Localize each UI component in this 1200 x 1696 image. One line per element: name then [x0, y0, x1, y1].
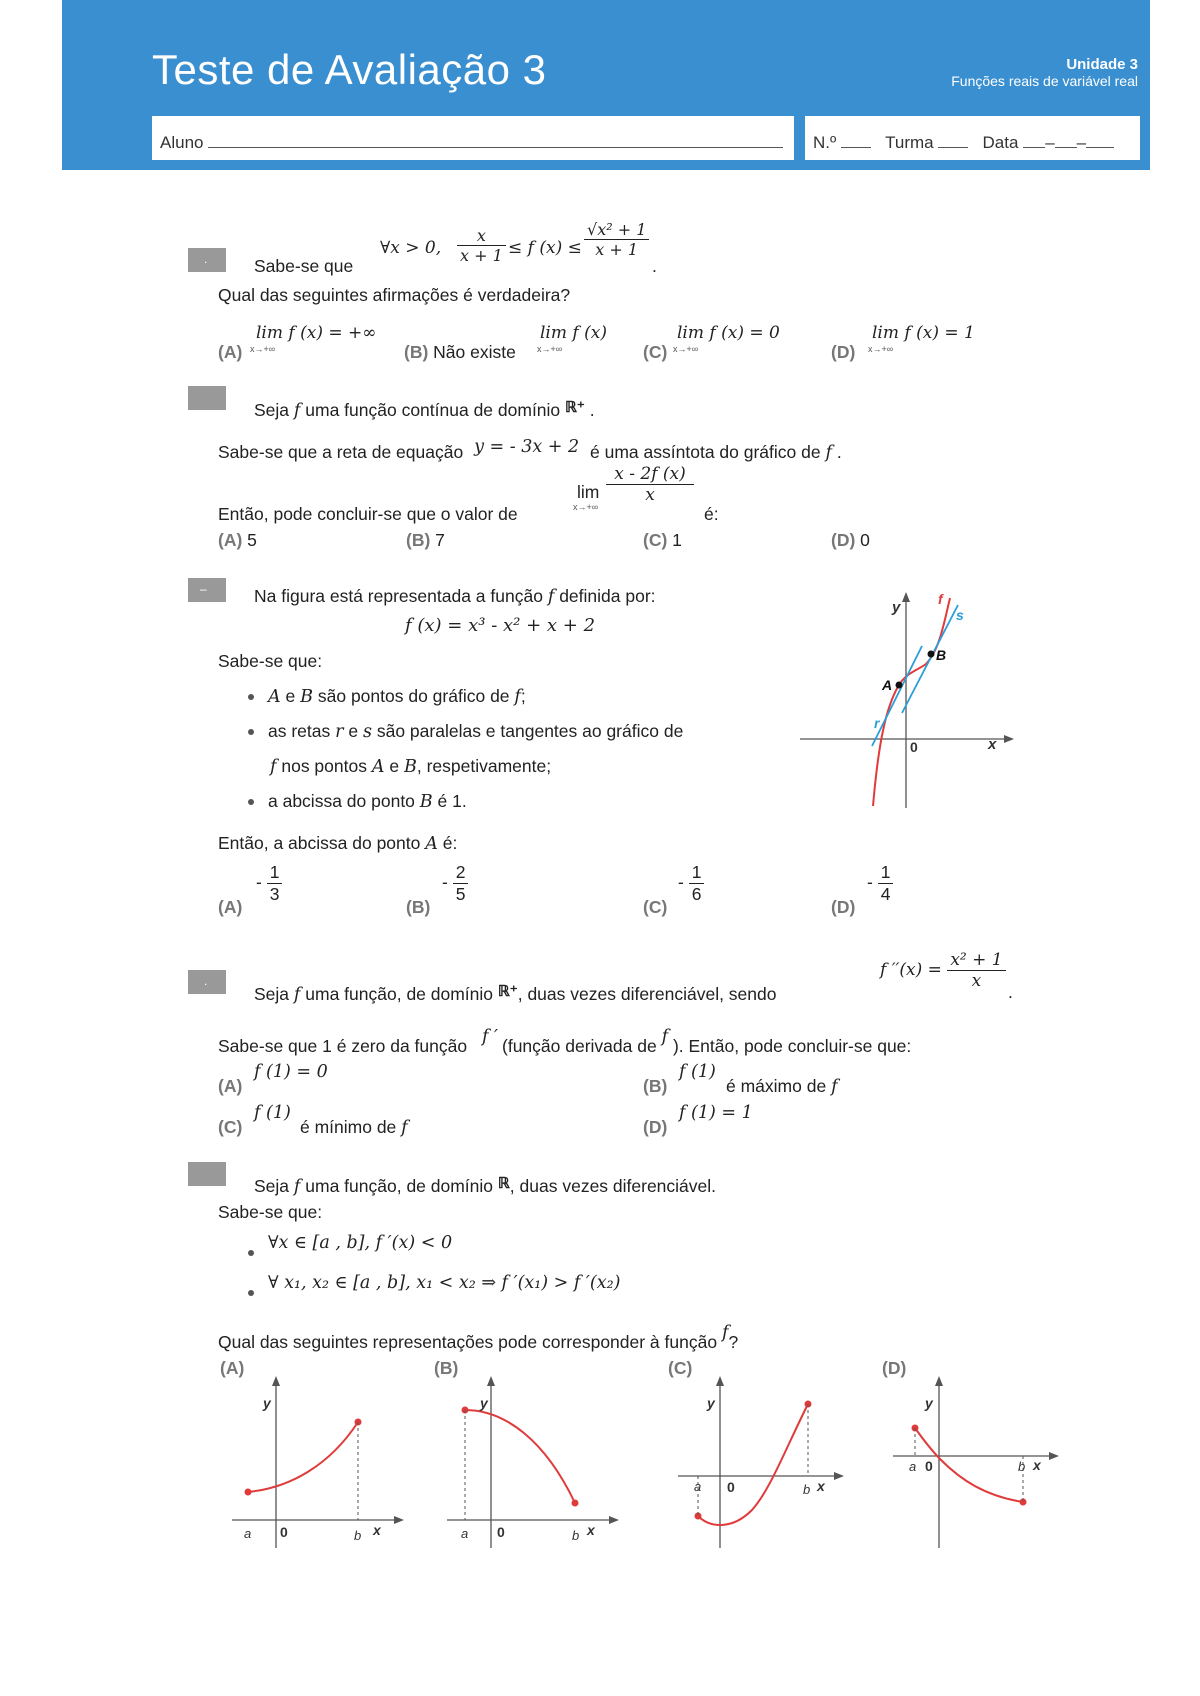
q1-end: . — [652, 256, 657, 276]
q5-b-y-label: y — [480, 1395, 488, 1411]
q5-opt-a-label[interactable]: (A) — [220, 1358, 245, 1378]
q3-x-arrow — [1004, 735, 1014, 743]
q1-opt-c-sub: x→+∞ — [673, 344, 699, 354]
q1-frac2: $\frac{\text{√x² + 1}}{x + 1}$ — [584, 220, 649, 259]
q3-opt-d-label[interactable]: (D) — [831, 897, 856, 917]
q5-sabe: Sabe-se que: — [218, 1202, 323, 1222]
q1-intro: Sabe-se que — [254, 256, 354, 276]
q5-c-x-label: x — [817, 1478, 825, 1494]
q5-b-origin: 0 — [497, 1524, 505, 1540]
q2-frac: $\frac{x - 2f (x)}{x}$ — [606, 464, 694, 505]
q5-a-b-label: b — [354, 1528, 362, 1543]
q4-opt-b-val: f (1) — [679, 1062, 716, 1082]
q3-opt-b: - $\frac{2}{5}$ — [442, 862, 468, 905]
q1-opt-d-label[interactable]: (D) — [831, 342, 856, 362]
q5-c-a-label: a — [694, 1479, 702, 1494]
q1-middle: ≤ f (x) ≤ — [508, 238, 582, 258]
q5-b-a-label: a — [461, 1526, 469, 1541]
q3-y-arrow — [902, 592, 910, 602]
q4-opt-b-label[interactable]: (B) — [643, 1076, 668, 1096]
q3-bullet-2-cont: f nos pontos A e B, respetivamente; — [270, 756, 552, 777]
aluno-label: Aluno — [160, 133, 204, 152]
q3-fig-B: B — [936, 647, 947, 663]
q5-b-endpoint — [572, 1500, 579, 1507]
q3-fig-x: x — [988, 736, 997, 753]
q5-a-a-label: a — [244, 1526, 252, 1541]
q5-opt-c-label[interactable]: (C) — [668, 1358, 693, 1378]
q2-line1: Seja f uma função contínua de domínio ℝ⁺ . — [254, 399, 595, 421]
q3-conclusion: Então, a abcissa do ponto A é: — [218, 833, 458, 854]
q5-graph-b[interactable] — [445, 1370, 625, 1550]
q1-opt-c-label[interactable]: (C) — [643, 342, 668, 362]
q1-question: Qual das seguintes afirmações é verdadeira? — [218, 285, 571, 305]
data-month-field[interactable] — [1055, 133, 1077, 148]
q5-d-a-label: a — [909, 1459, 917, 1474]
student-info-box — [805, 116, 1140, 160]
q3-fig-origin: 0 — [910, 739, 918, 755]
q4-line1-end: . — [1008, 982, 1013, 1002]
data-year-field[interactable] — [1086, 133, 1114, 148]
q3-sabe: Sabe-se que: — [218, 651, 323, 671]
aluno-field[interactable] — [208, 133, 783, 148]
q3-opt-a-label[interactable]: (A) — [218, 897, 243, 917]
q5-d-x-label: x — [1033, 1457, 1041, 1473]
q5-d-b-label: b — [1018, 1459, 1026, 1474]
numero-field[interactable] — [841, 133, 871, 148]
q4-opt-c-val: f (1) — [254, 1103, 291, 1123]
q5-d-y-label: y — [925, 1395, 933, 1411]
q5-graph-c[interactable] — [670, 1370, 850, 1550]
q3-fig-s: s — [956, 607, 964, 623]
q5-a-curve — [248, 1422, 358, 1492]
q3-opt-c-label[interactable]: (C) — [643, 897, 668, 917]
q5-b-x-label: x — [587, 1522, 595, 1538]
q4-opt-c-text: é mínimo de f — [300, 1117, 408, 1138]
question-4-number: . — [188, 970, 226, 994]
q3-bullet-1: A e B são pontos do gráfico de f; — [248, 686, 526, 707]
q3-fig-r: r — [874, 715, 880, 731]
q5-graph-d[interactable] — [885, 1370, 1065, 1550]
question-5-number — [188, 1162, 226, 1186]
q4-line1: Seja f uma função, de domínio ℝ⁺, duas vezes diferenciável, sendo — [254, 983, 777, 1005]
q4-opt-b-text: é máximo de f — [726, 1076, 838, 1097]
q5-graph-a[interactable] — [230, 1370, 410, 1550]
q5-b-b-label: b — [572, 1528, 580, 1543]
q4-opt-a-label[interactable]: (A) — [218, 1076, 243, 1096]
q5-a-endpoint — [245, 1489, 252, 1496]
data-day-field[interactable] — [1023, 133, 1045, 148]
q3-point-b — [928, 651, 935, 658]
q1-opt-a-sub: x→+∞ — [250, 344, 276, 354]
q4-line2: Sabe-se que 1 é zero da função f ′ (função derivada de f ). Então, pode concluir-se que: — [218, 1027, 912, 1056]
page-title: Teste de Avaliação 3 — [152, 46, 547, 93]
q2-lim-sub: x→+∞ — [573, 502, 599, 512]
student-name-box — [152, 116, 794, 160]
data-label: Data — [982, 133, 1019, 152]
q2-opt-c[interactable]: (C) 1 — [643, 530, 682, 550]
q1-opt-b-sub: x→+∞ — [537, 344, 563, 354]
q3-fig-f: f — [938, 591, 943, 607]
q2-opt-b[interactable]: (B) 7 — [406, 530, 445, 550]
q5-c-curve — [698, 1404, 811, 1525]
q5-b-curve — [465, 1410, 575, 1503]
q1-opt-a-label[interactable]: (A) — [218, 342, 243, 362]
q5-question: Qual das seguintes representações pode corresponder à função f? — [218, 1323, 739, 1352]
q3-line1: Na figura está representada a função f definida por: — [254, 586, 656, 607]
q2-opt-a[interactable]: (A) 5 — [218, 530, 257, 550]
q5-d-origin: 0 — [925, 1458, 933, 1474]
turma-label: Turma — [885, 133, 934, 152]
q5-a-y-label: y — [263, 1395, 271, 1411]
q2-line2: Sabe-se que a reta de equação y = - 3x + 2 é uma assíntota do gráfico de f . — [218, 437, 842, 463]
unit-label: Unidade 3 — [1066, 56, 1138, 73]
q4-opt-c-label[interactable]: (C) — [218, 1117, 243, 1137]
q4-opt-a: f (1) = 0 — [254, 1062, 328, 1082]
date-sep: – — [1076, 133, 1087, 152]
q3-line-r — [872, 646, 922, 746]
q5-bullet-2: ∀ x₁, x₂ ∈ [a , b], x₁ < x₂ ⇒ f ′(x₁) > f ′(x₂) — [248, 1272, 620, 1296]
q3-bullet-2: as retas r e s são paralelas e tangentes ao gráfico de — [248, 721, 683, 742]
q1-opt-c-lim: lim f (x) = 0 — [677, 323, 780, 343]
q1-opt-a-lim: lim f (x) = +∞ — [256, 323, 377, 343]
question-1-number: . — [188, 248, 226, 272]
q5-line1: Seja f uma função, de domínio ℝ, duas vezes diferenciável. — [254, 1175, 717, 1197]
unit-info — [951, 56, 1138, 89]
q3-opt-b-label[interactable]: (B) — [406, 897, 431, 917]
q5-c-y-label: y — [707, 1395, 715, 1411]
q2-lim: lim — [577, 482, 600, 502]
q3-curve-f — [873, 598, 950, 806]
q3-definition: f (x) = x³ - x² + x + 2 — [405, 615, 596, 636]
q1-opt-d-lim: lim f (x) = 1 — [872, 323, 975, 343]
q1-opt-b-lim: lim f (x) — [540, 323, 607, 343]
q5-opt-b-label[interactable]: (B) — [434, 1358, 459, 1378]
q4-opt-d: f (1) = 1 — [679, 1103, 753, 1123]
q1-condition: ∀x > 0, — [380, 238, 442, 258]
q5-a-x-label: x — [373, 1522, 381, 1538]
turma-field[interactable] — [938, 133, 968, 148]
q1-opt-d-sub: x→+∞ — [868, 344, 894, 354]
q3-line-s — [902, 605, 958, 713]
q1-opt-b[interactable]: (B) Não existe — [404, 342, 516, 362]
q2-opt-d[interactable]: (D) 0 — [831, 530, 870, 550]
question-3-number: – — [188, 578, 226, 602]
q3-opt-d: - $\frac{1}{4}$ — [867, 862, 893, 905]
q3-point-a — [896, 682, 903, 689]
q5-a-origin: 0 — [280, 1524, 288, 1540]
q3-bullet-3: a abcissa do ponto B é 1. — [248, 791, 467, 812]
q5-c-origin: 0 — [727, 1479, 735, 1495]
q5-c-b-label: b — [803, 1482, 811, 1497]
date-sep: – — [1045, 133, 1055, 152]
q2-line3-end: é: — [704, 504, 719, 524]
numero-label: N.º — [813, 133, 837, 152]
q1-frac1: $\frac{x}{x + 1}$ — [457, 226, 506, 265]
q3-fig-y: y — [892, 599, 901, 616]
q5-bullet-1: ∀x ∈ [a , b], f ′(x) < 0 — [248, 1232, 452, 1256]
q5-opt-d-label[interactable]: (D) — [882, 1358, 907, 1378]
unit-subtitle: Funções reais de variável real — [951, 73, 1138, 89]
question-2-number — [188, 386, 226, 410]
q3-figure — [800, 588, 1020, 810]
q4-deriv: f ′′(x) = $\frac{\text{x² + 1}}{x}$ — [880, 950, 1006, 991]
q2-line3: Então, pode concluir-se que o valor de — [218, 504, 518, 524]
q3-fig-A: A — [882, 677, 893, 693]
q3-opt-c: - $\frac{1}{6}$ — [678, 862, 704, 905]
q4-opt-d-label[interactable]: (D) — [643, 1117, 668, 1137]
q3-opt-a: - $\frac{1}{3}$ — [256, 862, 282, 905]
